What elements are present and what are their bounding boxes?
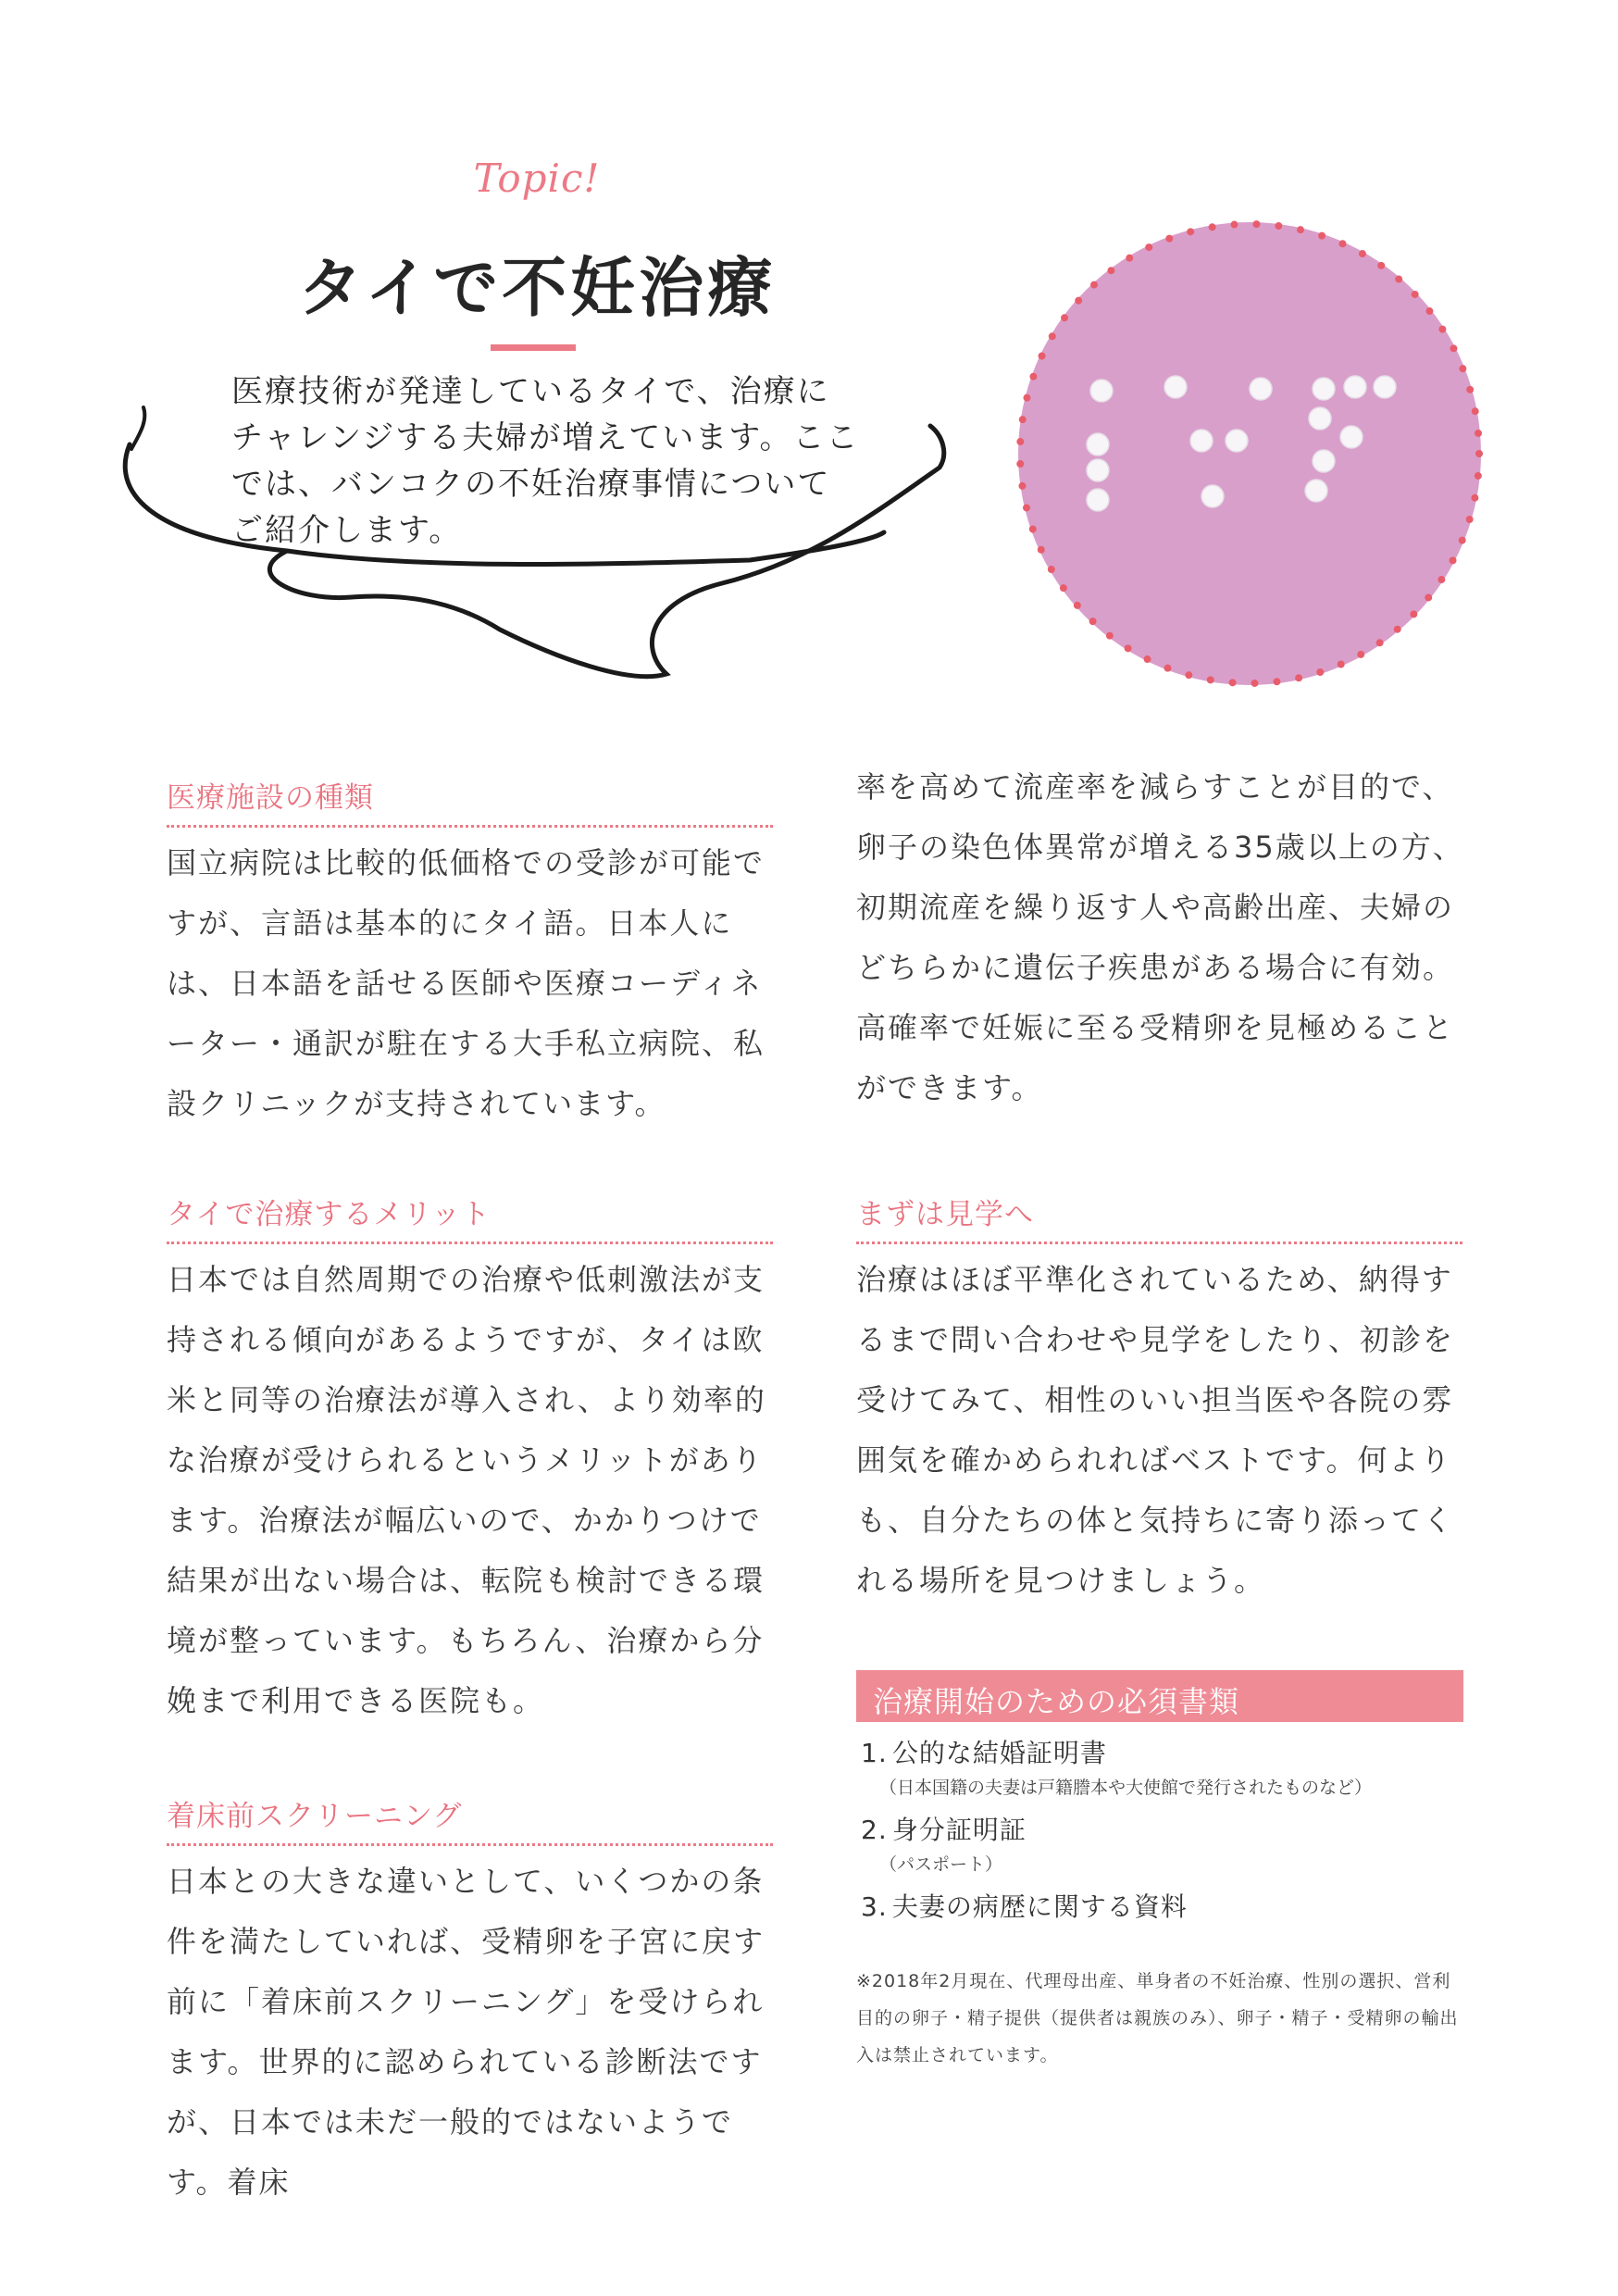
section-facilities [167,774,778,1134]
item-number: 3. [861,1891,888,1922]
pill [1190,430,1213,452]
pill [1087,489,1109,511]
section-screening [167,1792,778,2213]
item-label: 公的な結婚証明書 [891,1738,1107,1768]
topic-label: Topic! [473,156,601,201]
list-item [861,1887,1462,1924]
section-body: 日本との大きな違いとして、いくつかの条件を満たしていれば、受精卵を子宮に戻す前に「着床前スクリーニング」を受けられます。世界的に認められている診断法ですが、日本では未だ一般的ではないようです。着床 [167,1864,765,2200]
documents-heading: 治療開始のための必須書類 [873,1684,1240,1719]
pill [1313,378,1335,400]
section-visit [856,1191,1467,1611]
section-heading: 医療施設の種類 [167,774,773,828]
pill [1164,376,1187,398]
list-item [861,1810,1462,1876]
item-number: 1. [861,1738,888,1768]
ivf-pills-photo [1000,204,1500,704]
footnote: ※2018年2月現在、代理母出産、単身者の不妊治療、性別の選択、営利目的の卵子・精子提供（提供者は親族のみ）、卵子・精子・受精卵の輸出入は禁止されています。 [856,1971,1459,2065]
pill [1374,376,1396,398]
pill [1087,459,1109,481]
pill [1250,378,1272,400]
item-note: （日本国籍の夫妻は戸籍謄本や大使館で発行されたものなど） [879,1778,1373,1798]
section-body: 国立病院は比較的低価格での受診が可能ですが、言語は基本的にタイ語。日本人には、日本語を話せる医師や医療コーディネーター・通訳が駐在する大手私立病院、私設クリニックが支持されています。 [167,845,765,1121]
pill [1305,480,1327,502]
pill [1201,485,1224,507]
pill [1344,376,1366,398]
item-number: 2. [861,1815,888,1845]
section-body: 治療はほぼ平準化されているため、納得するまで問い合わせや見学をしたり、初診を受けてみて、相性のいい担当医や各院の雰囲気を確かめられればベストです。何よりも、自分たちの体と気持ちに寄り添ってくれる場所を見つけましょう。 [856,1262,1455,1598]
intro-text: 医療技術が発達しているタイで、治療にチャレンジする夫婦が増えています。ここでは、バンコクの不妊治療事情についてご紹介します。 [231,373,860,549]
pill [1309,407,1331,430]
section-screening-continued: 率を高めて流産率を減らすことが目的で、卵子の染色体異常が増える35歳以上の方、初期流産を繰り返す人や高齢出産、夫婦のどちらかに遺伝子疾患がある場合に有効。高確率で妊娠に至る受精卵を見極めることができます。 [856,769,1464,1105]
page-title: タイで不妊治療 [297,250,777,326]
item-note: （パスポート） [879,1854,1003,1875]
section-body: 日本では自然周期での治療や低刺激法が支持される傾向があるようですが、タイは欧米と同等の治療法が導入され、より効率的な治療が受けられるというメリットがあります。治療法が幅広いので、かかりつけで結果が出ない場合は、転院も検討できる環境が整っています。もちろん、治療から分娩まで利用できる医院も。 [167,1262,766,1718]
list-item [861,1733,1462,1799]
section-merit [167,1191,778,1731]
documents-heading-band [856,1670,1463,1722]
title-underline [491,344,576,351]
documents-list [861,1733,1462,1924]
pill [1090,380,1113,402]
pill [1226,430,1248,452]
section-heading: まずは見学へ [856,1191,1462,1244]
section-heading: 着床前スクリーニング [167,1792,773,1846]
pill [1087,433,1109,455]
item-label: 身分証明証 [891,1815,1027,1845]
pill [1340,426,1363,448]
item-label: 夫妻の病歴に関する資料 [891,1891,1188,1922]
pill [1313,450,1335,472]
section-heading: タイで治療するメリット [167,1191,773,1244]
